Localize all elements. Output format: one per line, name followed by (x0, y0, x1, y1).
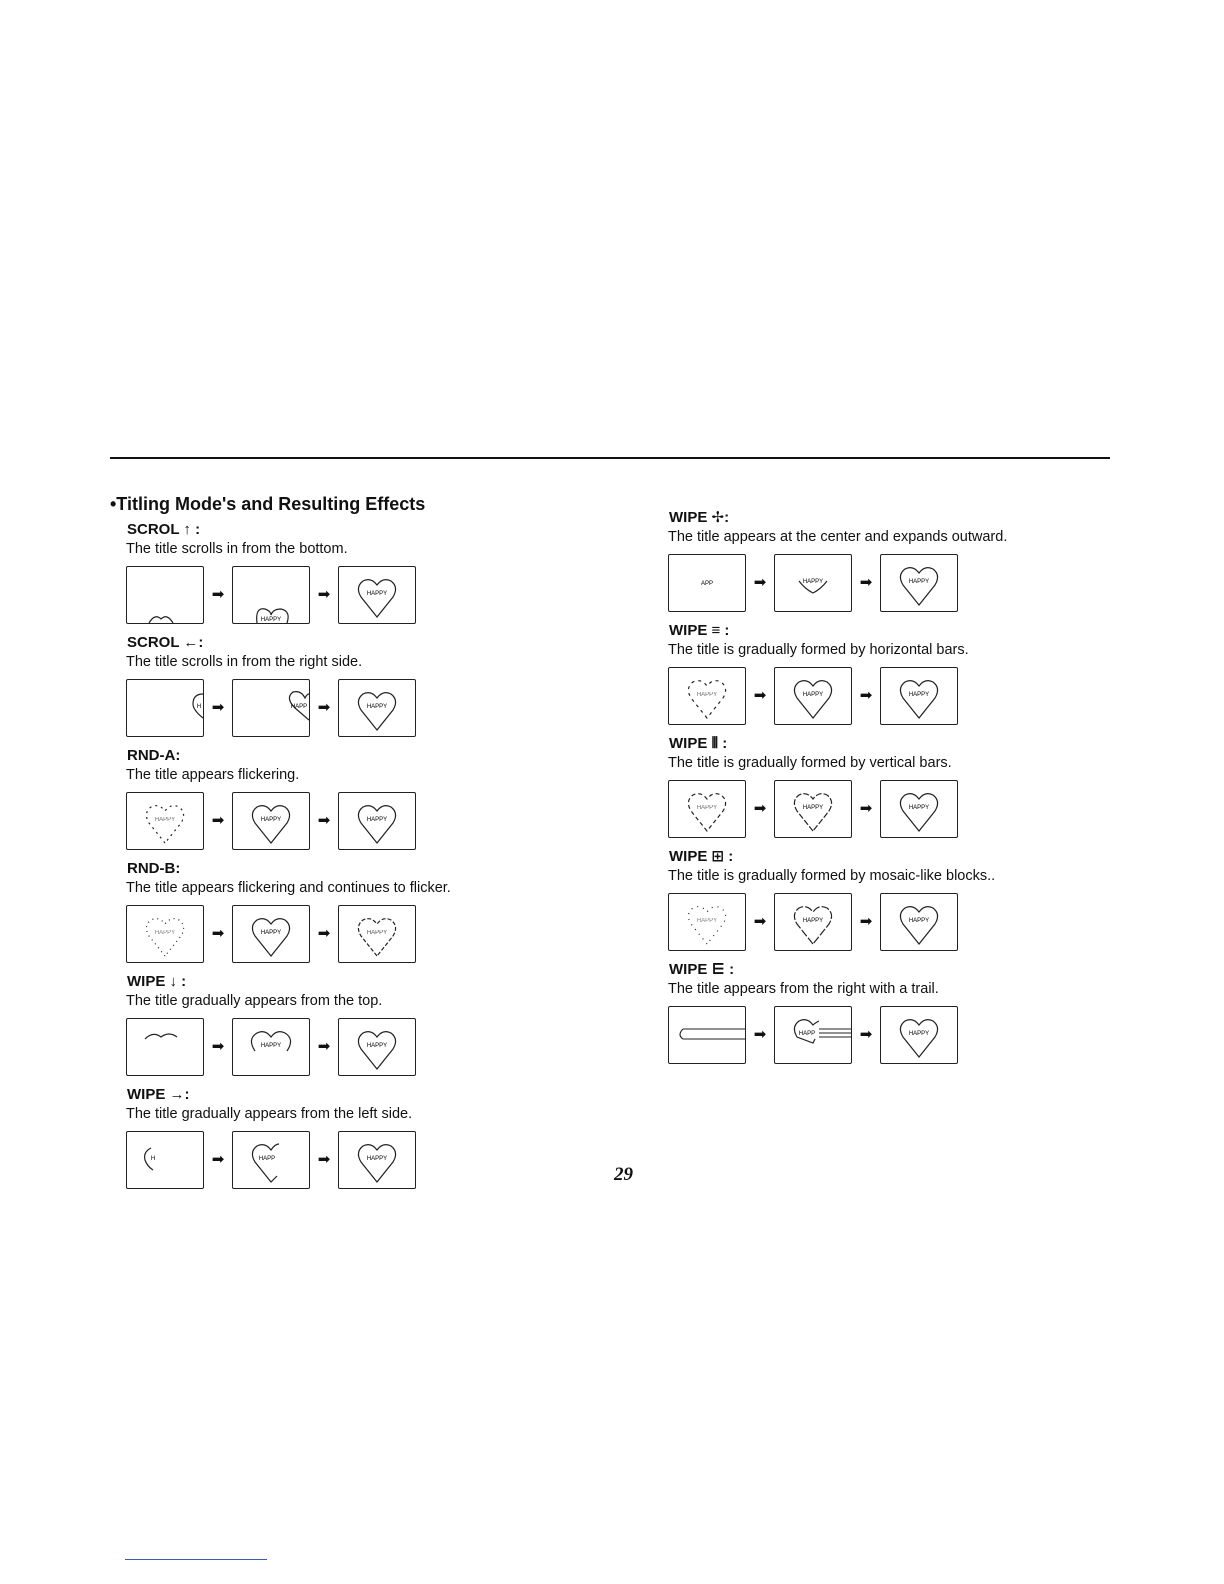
mode-wipe-down (126, 973, 566, 1086)
mode-name: SCROL ↑ : (127, 521, 201, 538)
effect-sequence (668, 892, 1108, 952)
frame-3 (880, 667, 958, 725)
frame-text: HAPPY (366, 1043, 388, 1049)
mode-name: WIPE ✢: (669, 509, 730, 526)
frame-2 (232, 566, 310, 624)
arrow-icon: ➡ (859, 687, 873, 704)
mode-wipe-vertical-bars (668, 735, 1108, 848)
mode-desc: The title appears at the center and expands outward. (668, 529, 1008, 545)
mode-wipe-horizontal-bars (668, 622, 1108, 735)
arrow-icon: ➡ (859, 1026, 873, 1043)
frame-2 (774, 780, 852, 838)
arrow-icon: ➡ (317, 1038, 331, 1055)
frame-2 (232, 1018, 310, 1076)
frame-text: HAPPY (908, 579, 930, 585)
frame-1 (126, 1131, 204, 1189)
mode-rnd-b (126, 860, 566, 973)
frame-2 (774, 554, 852, 612)
frame-3 (338, 566, 416, 624)
mode-desc: The title is gradually formed by horizontal bars. (668, 642, 969, 658)
mode-scrol-left (126, 634, 566, 747)
mode-desc: The title scrolls in from the right side. (126, 654, 363, 670)
frame-text: HAPPY (696, 805, 718, 811)
arrow-icon: ➡ (211, 699, 225, 716)
frame-text: HAPPY (260, 617, 282, 623)
frame-3 (338, 905, 416, 963)
effect-sequence (126, 565, 566, 625)
frame-1 (668, 1006, 746, 1064)
arrow-icon: ➡ (211, 1038, 225, 1055)
frame-text: HAPPY (696, 918, 718, 924)
mode-wipe-right (126, 1086, 566, 1199)
arrow-icon: ➡ (317, 1151, 331, 1168)
arrow-icon: ➡ (753, 913, 767, 930)
frame-3 (338, 792, 416, 850)
arrow-icon: ➡ (753, 687, 767, 704)
frame-text: HAPPY (154, 930, 176, 936)
left-column (126, 521, 566, 1199)
mode-name: WIPE ⊞ : (669, 848, 734, 865)
frame-3 (880, 554, 958, 612)
frame-text: HAPP (798, 1031, 816, 1037)
frame-2 (232, 905, 310, 963)
frame-text: HAPP (290, 704, 308, 710)
arrow-icon: ➡ (211, 586, 225, 603)
mode-name: WIPE ⦀ : (669, 735, 728, 752)
mode-name: RND-A: (127, 747, 181, 764)
frame-2 (774, 893, 852, 951)
arrow-icon: ➡ (859, 913, 873, 930)
frame-text: HAPPY (908, 1031, 930, 1037)
arrow-icon: ➡ (753, 800, 767, 817)
frame-2 (232, 792, 310, 850)
effect-sequence (126, 791, 566, 851)
effect-sequence (668, 1005, 1108, 1065)
mode-name: WIPE ≡ : (669, 622, 730, 639)
frame-text: HAPPY (908, 918, 930, 924)
frame-2 (232, 1131, 310, 1189)
effect-sequence (668, 553, 1108, 613)
effect-sequence (126, 678, 566, 738)
mode-wipe-center (668, 509, 1108, 622)
mode-name: RND-B: (127, 860, 181, 877)
top-rule (110, 457, 1110, 459)
frame-1 (126, 679, 204, 737)
mode-desc: The title appears flickering. (126, 767, 300, 783)
frame-3 (338, 1018, 416, 1076)
frame-text: HAPP (258, 1156, 276, 1162)
arrow-icon: ➡ (859, 800, 873, 817)
arrow-icon: ➡ (211, 812, 225, 829)
frame-1 (668, 554, 746, 612)
frame-text: HAPPY (154, 817, 176, 823)
frame-text: H (196, 704, 202, 710)
mode-desc: The title scrolls in from the bottom. (126, 541, 348, 557)
frame-1 (126, 1018, 204, 1076)
frame-text: HAPPY (802, 579, 824, 585)
arrow-icon: ➡ (211, 925, 225, 942)
frame-2 (774, 1006, 852, 1064)
frame-text: HAPPY (908, 692, 930, 698)
frame-text: HAPPY (366, 704, 388, 710)
frame-text: HAPPY (802, 805, 824, 811)
right-column (668, 509, 1108, 1074)
frame-text: HAPPY (260, 930, 282, 936)
footer-rule (125, 1559, 267, 1560)
effect-sequence (126, 904, 566, 964)
mode-name: WIPE ⋿ : (669, 961, 735, 978)
frame-text: H (150, 1156, 156, 1162)
arrow-icon: ➡ (317, 586, 331, 603)
frame-text: HAPPY (802, 692, 824, 698)
frame-1 (668, 893, 746, 951)
mode-desc: The title appears flickering and continues to flicker. (126, 880, 451, 896)
arrow-icon: ➡ (317, 812, 331, 829)
effect-sequence (126, 1130, 566, 1190)
arrow-icon: ➡ (317, 699, 331, 716)
mode-scrol-up (126, 521, 566, 634)
mode-rnd-a (126, 747, 566, 860)
mode-desc: The title gradually appears from the left side. (126, 1106, 413, 1122)
frame-1 (668, 667, 746, 725)
frame-text: HAPPY (366, 591, 388, 597)
frame-2 (774, 667, 852, 725)
frame-text: APP (700, 581, 714, 587)
frame-text: HAPPY (908, 805, 930, 811)
frame-2 (232, 679, 310, 737)
frame-3 (338, 679, 416, 737)
frame-1 (126, 792, 204, 850)
arrow-icon: ➡ (211, 1151, 225, 1168)
frame-text: HAPPY (366, 817, 388, 823)
arrow-icon: ➡ (753, 1026, 767, 1043)
mode-name: WIPE ↓ : (127, 973, 187, 990)
mode-wipe-trail (668, 961, 1108, 1074)
mode-desc: The title gradually appears from the top. (126, 993, 383, 1009)
frame-text: HAPPY (696, 692, 718, 698)
effect-sequence (126, 1017, 566, 1077)
mode-desc: The title is gradually formed by mosaic-like blocks.. (668, 868, 996, 884)
mode-name: SCROL ←: (127, 634, 204, 651)
frame-1 (668, 780, 746, 838)
frame-1 (126, 566, 204, 624)
effect-sequence (668, 666, 1108, 726)
frame-text: HAPPY (366, 1156, 388, 1162)
frame-text: HAPPY (260, 1043, 282, 1049)
frame-text: HAPPY (366, 930, 388, 936)
frame-3 (880, 780, 958, 838)
effect-sequence (668, 779, 1108, 839)
page-heading: •Titling Mode's and Resulting Effects (110, 494, 426, 514)
frame-3 (880, 1006, 958, 1064)
frame-3 (338, 1131, 416, 1189)
mode-name: WIPE →: (127, 1086, 190, 1103)
mode-desc: The title is gradually formed by vertical bars. (668, 755, 952, 771)
mode-wipe-mosaic (668, 848, 1108, 961)
mode-desc: The title appears from the right with a trail. (668, 981, 939, 997)
frame-text: HAPPY (260, 817, 282, 823)
page-number: 29 (614, 1164, 633, 1185)
arrow-icon: ➡ (753, 574, 767, 591)
arrow-icon: ➡ (859, 574, 873, 591)
frame-1 (126, 905, 204, 963)
arrow-icon: ➡ (317, 925, 331, 942)
frame-text: HAPPY (802, 918, 824, 924)
frame-3 (880, 893, 958, 951)
